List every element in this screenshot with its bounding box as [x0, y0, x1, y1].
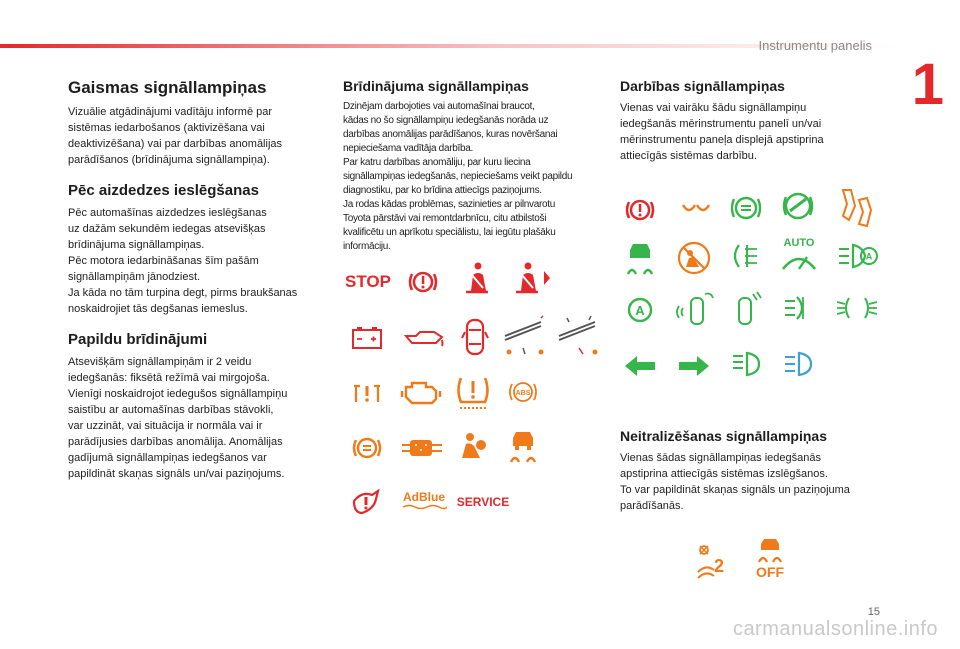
stop-icon [345, 266, 391, 298]
section-ignition-text: Pēc automašīnas aizdedzes ieslēgšanas uz dažām sekundēm iedegas atsevišķas brīdinājuma signāllampiņas. Pēc motora iedarbināšanas šīm pašām signāllampiņām jānodziest. Ja kāda no tām turpina degt, pirms braukšanas noskaidrojiet tās degšanas iemeslus. [68, 207, 298, 315]
intro-text: Vizuālie atgādinājumi vadītāju informē par sistēmas iedarbošanos (aktivizēšana vai deaktivizēšana) vai par darbības anomālijas parādīšanos (brīdinājuma signāllampiņa). [68, 106, 283, 166]
column-warning [343, 78, 605, 254]
chapter-number: 1 [911, 52, 944, 117]
blind-spot-icon [726, 288, 766, 330]
seatbelt-icon [457, 262, 497, 294]
svg-text:A: A [635, 303, 645, 318]
engine-temp-icon [347, 378, 387, 410]
door-open-icon [455, 316, 495, 358]
auto-label: AUTO [783, 237, 815, 249]
particle-filter-icon [399, 432, 445, 464]
brake-warning-red-icon [620, 194, 660, 226]
operation-title: Darbības signāllampiņas [620, 78, 785, 94]
gauge-icon-2 [555, 314, 605, 360]
off-label: OFF [756, 564, 784, 580]
page-title: Gaismas signāllampiņas [68, 78, 267, 97]
seatbelt-passenger-icon [507, 262, 555, 294]
two-label: 2 [714, 556, 725, 576]
adblue-icon [397, 484, 451, 516]
speed-limit-icon [778, 190, 818, 222]
brake-warning-icon [403, 266, 443, 298]
watermark: carmanualsonline.info [732, 618, 938, 640]
low-beam-icon [726, 348, 766, 380]
airbag-off-icon [453, 430, 493, 462]
auto-brake-icon [726, 192, 766, 224]
gauge-icon [501, 314, 551, 360]
turn-right-icon [674, 350, 714, 382]
skid-icon [620, 238, 660, 278]
neutralization-title: Neitralizēšanas signāllampiņas [620, 428, 827, 444]
section-extra-title: Papildu brīdinājumi [68, 331, 208, 348]
airbag-passenger-off-icon [674, 238, 714, 278]
tyre-pressure-icon [453, 372, 493, 412]
rear-fog-icon [778, 292, 818, 324]
column-operation [620, 78, 890, 164]
pedal-icon [834, 186, 880, 228]
auto-start-icon [620, 294, 660, 326]
glow-plug-icon [676, 194, 716, 226]
neutralization-text: Vienas šādas signāllampiņas iedegšanās apstiprina attiecīgās sistēmas izslēgšanos. To var papildināt skaņas signāls un paziņojuma parādīšanās. [620, 452, 850, 512]
fog-lamp-icon [726, 240, 766, 272]
section-extra-text: Atsevišķām signāllampiņām ir 2 veidu iedegšanās: fiksētā režīmā vai mirgojoša. Vienīgi noskaidrojot iedegušos signāllampiņu saistību ar automašīnas darbības stāvokli, var uzzināt, vai situācija ir normāla vai ir parādījusies darbības anomālija. Anomālijas gadījumā signāllampiņas iedegšanos var papildināt skaņas signāls un/vai paziņojums. [68, 356, 288, 480]
service-icon [453, 486, 513, 518]
service-label: SERVICE [456, 495, 510, 509]
column-neutralization [620, 428, 890, 514]
svg-text:A: A [865, 251, 873, 262]
svg-text:ABS: ABS [515, 390, 531, 397]
neutralization-icons [694, 540, 794, 590]
auto-wiper-icon [776, 234, 822, 278]
battery-icon [347, 322, 387, 354]
warning-text: Dzinējam darbojoties vai automašīnai braucot, kādas no šo signāllampiņu iedegšanās norāda uz darbības anomālijas parādīšanos, kuras novēršanai nepieciešama vadītāja darbība. Par katru darbības anomāliju, par kuru liecina signāllampiņas iedegšanās, nepieciešams veikt papildu diagnostiku, par ko brīdina attiecīgs paziņojums. Ja rodas kādas problēmas, sazinieties ar pilnvarotu Toyota pārstāvi vai remontdarbnīcu, citu atbilstoši kvalificētu un aprīkotu speciālistu, lai iegūtu plašāku informāciju. [343, 101, 573, 252]
side-lights-icon [834, 292, 880, 324]
page-number: 15 [867, 606, 880, 618]
esp-icon [503, 428, 543, 466]
high-beam-icon [778, 348, 818, 380]
operation-text: Vienas vai vairāku šādu signāllampiņu iedegšanās mērinstrumentu panelī un/vai mērinstrumentu paneļa displejā apstiprina attiecīgās sistēmas darbību. [620, 102, 824, 162]
warning-icons [343, 262, 605, 522]
auto-headlight-icon [834, 240, 880, 272]
adblue-label: AdBlue [403, 490, 445, 504]
column-lights [68, 78, 328, 482]
section-label: Instrumentu panelis [758, 38, 872, 53]
check-engine-icon [399, 376, 445, 408]
fuel-low-icon [347, 486, 387, 518]
parking-sensor-icon [672, 288, 718, 330]
operation-icons [620, 186, 890, 386]
esp-off-icon [750, 532, 790, 584]
pedestrian-two-icon [694, 542, 730, 584]
stop-label: STOP [345, 272, 391, 291]
brake-system-icon [347, 432, 387, 464]
abs-icon [503, 376, 543, 408]
turn-left-icon [620, 350, 660, 382]
warning-title: Brīdinājuma signāllampiņas [343, 78, 529, 94]
section-ignition-title: Pēc aizdedzes ieslēgšanas [68, 182, 259, 199]
oil-pressure-icon [401, 322, 447, 354]
